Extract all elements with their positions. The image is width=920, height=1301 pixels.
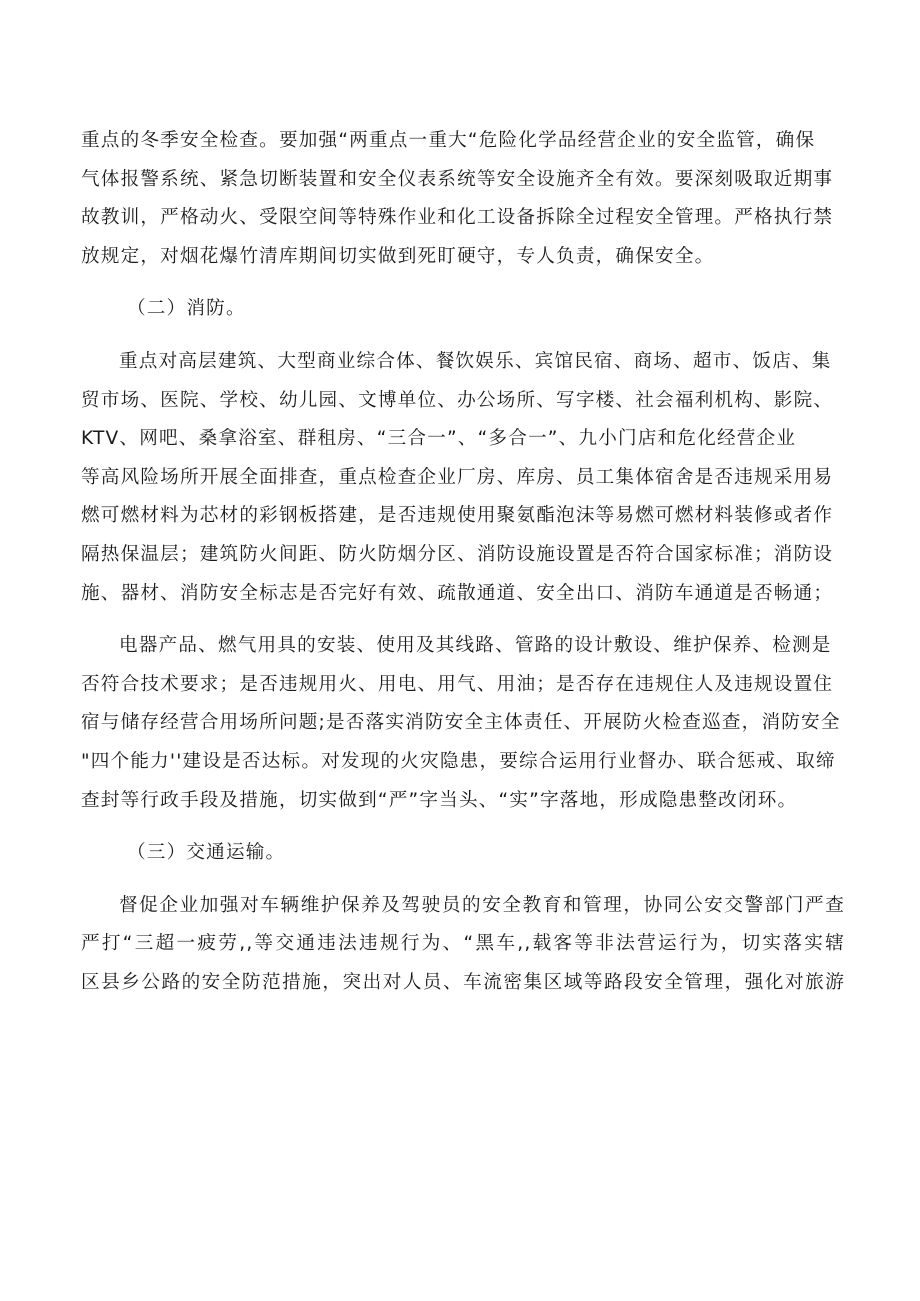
text-line: "四个能力''建设是否达标。对发现的火灾隐患，要综合运用行业督办、联合惩戒、取缔 <box>81 750 836 772</box>
text-line: 重点的冬季安全检查。要加强“两重点一重大“危险化学品经营企业的安全监管，确保 <box>81 130 816 151</box>
paragraph-electrical-check <box>81 627 845 820</box>
text-line: 故教训，严格动火、受限空间等特殊作业和化工设备拆除全过程安全管理。严格执行禁 <box>81 207 834 229</box>
paragraph-fire-inspection <box>81 343 845 613</box>
text-line: 严打“三超一疲劳,,等交通违法违规行为、“黑车,,载客等非法营运行为，切实落实辖 <box>81 933 845 955</box>
text-line: 贸市场、医院、学校、幼儿园、文博单位、办公场所、写字楼、社会福利机构、影院、 <box>81 389 834 411</box>
text-line: 隔热保温层；建筑防火间距、防火防烟分区、消防设施设置是否符合国家标准；消防设 <box>81 543 834 565</box>
text-line: 区县乡公路的安全防范措施，突出对人员、车流密集区域等路段安全管理，强化对旅游 <box>81 971 845 993</box>
text-line: 放规定，对烟花爆竹清库期间切实做到死盯硬守，专人负责，确保安全。 <box>81 245 715 267</box>
text-line: 施、器材、消防安全标志是否完好有效、疏散通道、安全出口、消防车通道是否畅通； <box>81 582 834 604</box>
text-line: 气体报警系统、紧急切断装置和安全仪表系统等安全设施齐全有效。要深刻吸取近期事 <box>81 168 834 190</box>
paragraph-winter-safety <box>81 122 845 276</box>
text-line: 否符合技术要求；是否违规用火、用电、用气、用油；是否存在违规住人及违规设置住 <box>81 673 834 695</box>
paragraph-transport-safety <box>81 887 845 1003</box>
section-heading-transport: （三）交通运输。 <box>127 842 286 864</box>
text-line: 燃可燃材料为芯材的彩钢板搭建，是否违规使用聚氨酯泡沫等易燃可燃材料装修或者作 <box>81 505 834 527</box>
text-line: 电器产品、燃气用具的安装、使用及其线路、管路的设计敷设、维护保养、检测是 <box>119 635 832 657</box>
text-line: 等高风险场所开展全面排查，重点检查企业厂房、库房、员工集体宿舍是否违规采用易 <box>81 466 834 488</box>
text-line: 宿与储存经营合用场所问题;是否落实消防安全主体责任、开展防火检查巡查，消防安全 <box>81 712 841 734</box>
section-heading-fire: （二）消防。 <box>127 298 246 320</box>
document-body <box>81 122 845 1002</box>
text-line: 督促企业加强对车辆维护保养及驾驶员的安全教育和管理，协同公安交警部门严查 <box>119 894 845 916</box>
text-line: KTV、网吧、桑拿浴室、群租房、“三合一”、“多合一”、九小门店和危化经营企业 <box>81 428 797 450</box>
text-line: 查封等行政手段及措施，切实做到“严”字当头、“实”字落地，形成隐患整改闭环。 <box>81 789 798 811</box>
text-line: 重点对高层建筑、大型商业综合体、餐饮娱乐、宾馆民宿、商场、超市、饭店、集 <box>119 350 832 372</box>
